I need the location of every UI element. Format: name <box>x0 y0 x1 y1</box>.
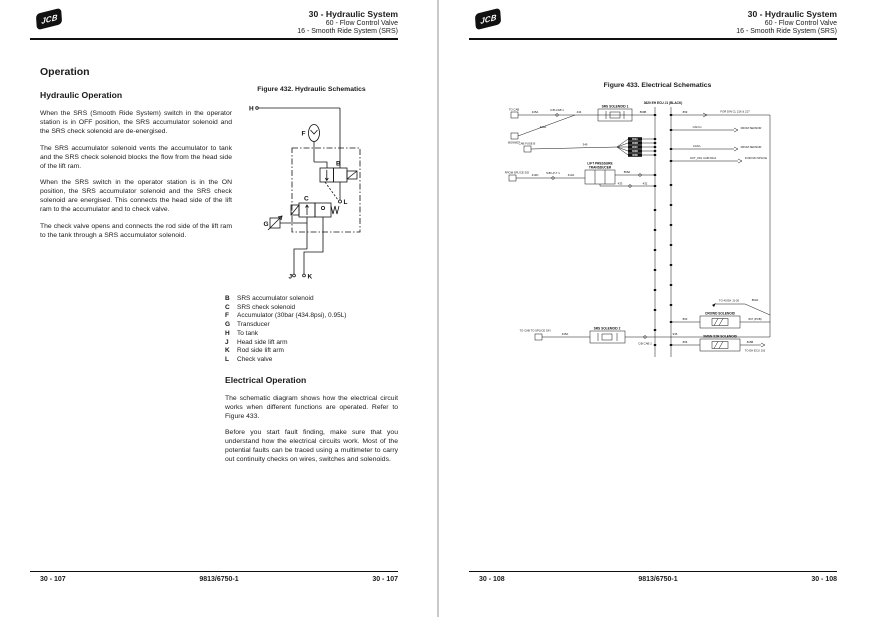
page-left <box>0 0 437 617</box>
hydraulic-schematic <box>237 97 397 289</box>
header-subtitle-1: 60 - Flow Control Valve <box>325 19 398 27</box>
paragraph: When the SRS switch in the operator station is in the ON position, the SRS accumulator solenoid and the SRS check solenoid are energised. This connects the head side of the lift ram to the accumulator and to check valve. <box>40 179 232 213</box>
wire-435a-2: 435A <box>561 332 569 336</box>
wire-433: 433 <box>617 181 623 186</box>
label-srs-solenoid-1: SRS SOLENOID 1 <box>601 104 629 109</box>
header-subtitle-1: 60 - Flow Control Valve <box>764 19 837 27</box>
jcb-logo <box>475 8 501 30</box>
legend-desc: Rod side lift arm <box>237 347 284 355</box>
jcb-logo-text: JCB <box>479 12 497 26</box>
legend-desc: Transducer <box>237 321 270 329</box>
label-srs-solenoid-2: SRS SOLENOID 2 <box>593 326 621 331</box>
legend-item <box>225 356 398 365</box>
page-right <box>439 0 876 617</box>
wire-863a: 863A <box>751 298 759 302</box>
label-to-eh-ecu: TO EH ECU J16 <box>744 348 766 353</box>
figure-433-caption: Figure 433. Electrical Schematics <box>603 82 712 89</box>
header-title: 30 - Hydraulic System <box>308 9 398 19</box>
legend-item <box>225 321 398 330</box>
paragraph: The SRS accumulator solenoid vents the accumulator to tank and the SRS check solenoid blocks the flow from the head side of the lift ram. <box>40 144 232 170</box>
label-crowd-solenoid: CROWD SOLENOID <box>705 311 735 316</box>
label-to-splice: TO CAB TO SPLICE S/N <box>519 328 551 333</box>
legend-desc: Check valve <box>237 355 273 363</box>
header-subtitle-2: 16 - Smooth Ride System (SRS) <box>736 28 837 36</box>
label-from-sensor-2: FROM SENSOR <box>740 145 762 149</box>
legend-key: K <box>225 347 230 355</box>
legend-desc: To tank <box>237 329 258 337</box>
paragraph: The check valve opens and connects the rod side of the lift ram to the tank through a SRS accumulator solenoid. <box>40 222 232 239</box>
wire-869b: 869B <box>639 110 647 114</box>
legend-key: G <box>225 321 231 329</box>
footer-rule <box>30 571 398 572</box>
wire-432: 432 <box>642 181 648 186</box>
paragraph: The schematic diagram shows how the electrical circuit works when different functions are operated. Refer to Figure 433. <box>225 394 398 420</box>
label-ecu: 3620 EH ECU J1 (BLACK) <box>643 101 683 105</box>
legend-key: H <box>225 329 230 337</box>
wire-413d: 413D <box>531 173 539 177</box>
label-lift-pressure: LIFT PRESSURE <box>587 161 613 166</box>
label-G: G <box>263 221 269 228</box>
wire-300a: 300A <box>632 138 638 142</box>
wire-863: 863 <box>682 317 688 321</box>
footer-page-left: 30 - 107 <box>40 576 66 583</box>
legend-desc: Head side lift arm <box>237 338 288 346</box>
legend-key: L <box>225 355 229 363</box>
page-header <box>736 9 837 37</box>
connector-sb-lpt-1: S/B LP-T 1 <box>546 171 560 175</box>
figure-432-legend <box>225 295 398 365</box>
paragraph: When the SRS (Smooth Ride System) switch in the operator station is in OFF position, the SRS accumulator solenoid and the SRS check solenoid are de-energised. <box>40 110 232 135</box>
label-out-dig: OUT_DIG CAB DIG2 <box>689 156 717 160</box>
label-transducer: TRANSDUCER <box>588 165 612 170</box>
header-subtitle-2: 16 - Smooth Ride System (SRS) <box>297 28 398 36</box>
wire-816b: 816B <box>746 340 754 344</box>
wire-847: 847 (PCB) <box>748 317 762 321</box>
legend-key: J <box>225 338 229 346</box>
legend-key: C <box>225 303 230 311</box>
jcb-logo <box>36 8 62 30</box>
wire-300c: 300C <box>632 146 638 150</box>
footer-rule <box>469 571 837 572</box>
jcb-logo-text: JCB <box>40 12 58 26</box>
legend-desc: Accumulator (30bar (434.8psi), 0.95L) <box>237 312 347 320</box>
electrical-operation-heading: Electrical Operation <box>225 374 307 385</box>
label-can-h: CAN H <box>692 125 702 129</box>
label-xmsn-solenoid: XMSN X2R SOLENOID <box>703 334 737 339</box>
label-H: H <box>249 105 254 113</box>
label-L: L <box>343 199 348 206</box>
wire-869: 869 <box>682 110 688 114</box>
label-from-sensor-1: FROM SENSOR <box>740 126 762 130</box>
footer-page-right: 30 - 108 <box>811 576 837 583</box>
hydraulic-operation-column <box>40 90 232 247</box>
section-title: Operation <box>40 66 90 78</box>
legend-key: B <box>225 295 230 302</box>
wire-434: 434 <box>576 110 582 114</box>
label-for-din: FOR DIN CL 216 & 217 <box>720 109 750 114</box>
legend-item <box>225 312 398 321</box>
legend-key: F <box>225 312 229 320</box>
footer-doc-number: 9813/6750-1 <box>199 576 239 583</box>
legend-desc: SRS accumulator solenoid <box>237 295 314 302</box>
legend-item <box>225 339 398 348</box>
label-from-splice: FROM SPLICE S/D <box>504 170 530 175</box>
label-K: K <box>307 273 313 281</box>
header-title: 30 - Hydraulic System <box>747 9 837 19</box>
footer-doc-number: 9813/6750-1 <box>638 576 678 583</box>
label-J: J <box>288 273 293 281</box>
connector-cb-cab-1: C/B-CAB 1 <box>550 108 564 112</box>
wire-300e: 300E <box>632 154 638 158</box>
wire-413a: 413A <box>567 173 575 177</box>
legend-item <box>225 347 398 356</box>
wire-434a: 434A <box>539 125 547 129</box>
wire-349: 349 <box>582 142 588 147</box>
header-rule <box>30 38 398 40</box>
figure-432-caption: Figure 432. Hydraulic Schematics <box>257 86 366 93</box>
legend-item <box>225 295 398 304</box>
label-B: B <box>336 160 341 168</box>
wire-300d: 300D <box>632 150 638 154</box>
label-can-l: CAN L <box>692 144 702 148</box>
wire-866: 866 <box>682 340 688 344</box>
legend-item <box>225 330 398 339</box>
footer-page-right: 30 - 107 <box>372 576 398 583</box>
label-for-din-splice: FOR DIN SPLICE <box>744 156 768 160</box>
label-C: C <box>304 195 309 203</box>
legend-item <box>225 304 398 313</box>
legend-desc: SRS check solenoid <box>237 303 296 311</box>
hydraulic-operation-heading: Hydraulic Operation <box>40 90 123 100</box>
connector-cb-cab-2: C/B CAB 2 <box>638 341 652 346</box>
label-to-cab: TO CAB <box>508 107 520 112</box>
footer-page-left: 30 - 108 <box>479 576 505 583</box>
wire-435a: 435A <box>531 110 539 114</box>
label-bonnet: BONNET <box>508 140 520 145</box>
electrical-schematic <box>505 95 785 370</box>
page-header <box>297 9 398 37</box>
wire-935: 935 <box>672 332 678 336</box>
label-to-40-eh: TO 40 EH J1-26 <box>718 298 740 303</box>
wire-300b: 300B <box>632 142 638 146</box>
header-rule <box>469 38 837 40</box>
label-cab-fuse: CAB FUSE B <box>518 141 536 146</box>
label-F: F <box>301 130 306 138</box>
paragraph: Before you start fault finding, make sure that you understand how the electrical circuits work. Most of the potential faults can be traced using a multimeter to carry out continuity checks on wires, switches and solenoids. <box>225 429 398 464</box>
wire-868a: 868A <box>623 170 631 174</box>
figure-column <box>225 86 398 472</box>
